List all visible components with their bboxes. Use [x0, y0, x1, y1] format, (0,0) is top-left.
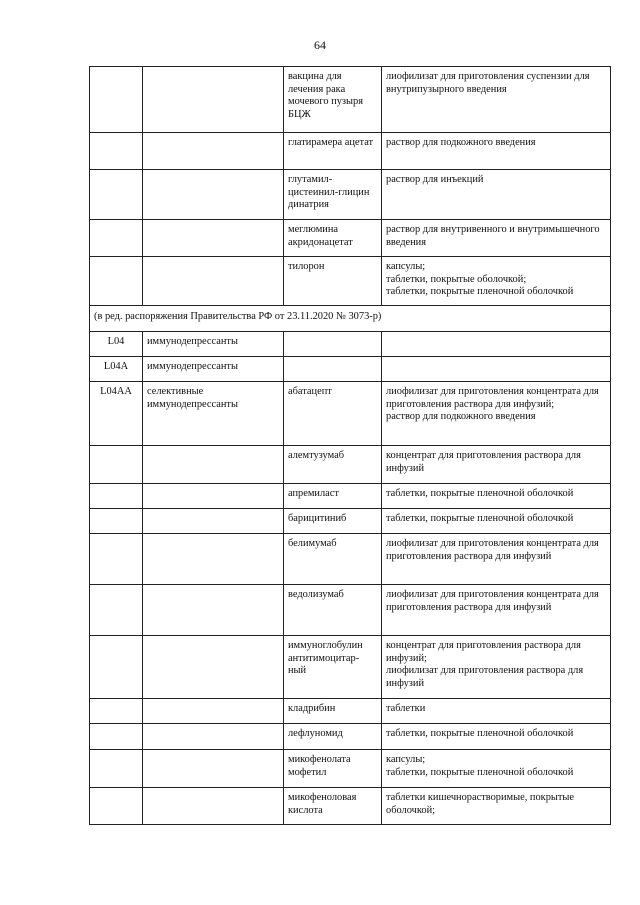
group-cell: [143, 257, 284, 306]
drug-cell: вакцина для лечения рака мочевого пузыря БЦЖ: [284, 67, 382, 133]
dosage-form-cell: [382, 357, 611, 382]
atc-code-cell: [90, 636, 143, 699]
table-row: [90, 133, 611, 170]
table-row: [90, 257, 611, 306]
drug-cell: лефлуномид: [284, 724, 382, 750]
drug-cell: кладрибин: [284, 699, 382, 724]
dosage-form-cell: таблетки, покрытые пленочной оболочкой: [382, 724, 611, 750]
table-row: [90, 534, 611, 585]
table-row: [90, 585, 611, 636]
drug-cell: [284, 357, 382, 382]
table-row: [90, 382, 611, 446]
atc-code-cell: [90, 220, 143, 257]
drug-cell: ведолизумаб: [284, 585, 382, 636]
table-row: [90, 446, 611, 484]
table-row: [90, 636, 611, 699]
drug-cell: апремиласт: [284, 484, 382, 509]
drug-cell: абатацепт: [284, 382, 382, 446]
drug-cell: меглюмина акридонацетат: [284, 220, 382, 257]
group-cell: [143, 220, 284, 257]
table-row: [90, 484, 611, 509]
table-row: [90, 357, 611, 382]
table-row: [90, 170, 611, 220]
dosage-form-cell: таблетки кишечнорастворимые, покрытые оболочкой;: [382, 788, 611, 825]
drug-cell: барицитиниб: [284, 509, 382, 534]
group-cell: [143, 699, 284, 724]
drug-cell: микофенолата мофетил: [284, 750, 382, 788]
dosage-form-cell: лиофилизат для приготовления суспензии для внутрипузырного введения: [382, 67, 611, 133]
group-cell: иммунодепрессанты: [143, 357, 284, 382]
drug-cell: глутамил-цистеинил-глицин динатрия: [284, 170, 382, 220]
group-cell: [143, 170, 284, 220]
group-cell: иммунодепрессанты: [143, 332, 284, 357]
dosage-form-cell: лиофилизат для приготовления концентрата для приготовления раствора для инфузий: [382, 585, 611, 636]
atc-code-cell: [90, 750, 143, 788]
group-cell: [143, 67, 284, 133]
drug-cell: тилорон: [284, 257, 382, 306]
group-cell: [143, 724, 284, 750]
group-cell: [143, 484, 284, 509]
dosage-form-cell: концентрат для приготовления раствора для инфузий; лиофилизат для приготовления раствора для инфузий: [382, 636, 611, 699]
group-cell: [143, 636, 284, 699]
table-row: [90, 67, 611, 133]
dosage-form-cell: лиофилизат для приготовления концентрата для приготовления раствора для инфузий; раствор для подкожного введения: [382, 382, 611, 446]
atc-code-cell: L04: [90, 332, 143, 357]
drug-cell: микофеноловая кислота: [284, 788, 382, 825]
table-row: [90, 220, 611, 257]
group-cell: [143, 750, 284, 788]
atc-code-cell: [90, 257, 143, 306]
dosage-form-cell: таблетки, покрытые пленочной оболочкой: [382, 484, 611, 509]
table-row: [90, 788, 611, 825]
drug-cell: глатирамера ацетат: [284, 133, 382, 170]
dosage-form-cell: таблетки: [382, 699, 611, 724]
group-cell: [143, 133, 284, 170]
page-number: 64: [314, 38, 326, 52]
drug-list-table: [89, 66, 611, 825]
group-cell: [143, 446, 284, 484]
amendment-row: [90, 306, 611, 332]
dosage-form-cell: раствор для внутривенного и внутримышечного введения: [382, 220, 611, 257]
drug-cell: иммуноглобулин антитимоцитар-ный: [284, 636, 382, 699]
atc-code-cell: [90, 534, 143, 585]
atc-code-cell: [90, 67, 143, 133]
drug-cell: белимумаб: [284, 534, 382, 585]
group-cell: [143, 509, 284, 534]
dosage-form-cell: [382, 332, 611, 357]
table-row: [90, 699, 611, 724]
dosage-form-cell: концентрат для приготовления раствора для инфузий: [382, 446, 611, 484]
table-row: [90, 509, 611, 534]
atc-code-cell: [90, 699, 143, 724]
atc-code-cell: [90, 446, 143, 484]
atc-code-cell: [90, 788, 143, 825]
atc-code-cell: L04A: [90, 357, 143, 382]
dosage-form-cell: таблетки, покрытые пленочной оболочкой: [382, 509, 611, 534]
atc-code-cell: [90, 509, 143, 534]
dosage-form-cell: капсулы; таблетки, покрытые пленочной оболочкой: [382, 750, 611, 788]
table-row: [90, 750, 611, 788]
group-cell: селективные иммунодепрессанты: [143, 382, 284, 446]
group-cell: [143, 788, 284, 825]
amendment-note: (в ред. распоряжения Правительства РФ от 23.11.2020 № 3073-р): [90, 306, 611, 332]
drug-cell: алемтузумаб: [284, 446, 382, 484]
atc-code-cell: [90, 585, 143, 636]
atc-code-cell: [90, 724, 143, 750]
atc-code-cell: [90, 170, 143, 220]
atc-code-cell: [90, 133, 143, 170]
dosage-form-cell: раствор для подкожного введения: [382, 133, 611, 170]
atc-code-cell: [90, 484, 143, 509]
group-cell: [143, 585, 284, 636]
dosage-form-cell: лиофилизат для приготовления концентрата для приготовления раствора для инфузий: [382, 534, 611, 585]
drug-cell: [284, 332, 382, 357]
dosage-form-cell: раствор для инъекций: [382, 170, 611, 220]
group-cell: [143, 534, 284, 585]
table-row: [90, 332, 611, 357]
atc-code-cell: L04AA: [90, 382, 143, 446]
dosage-form-cell: капсулы; таблетки, покрытые оболочкой; таблетки, покрытые пленочной оболочкой: [382, 257, 611, 306]
table-row: [90, 724, 611, 750]
